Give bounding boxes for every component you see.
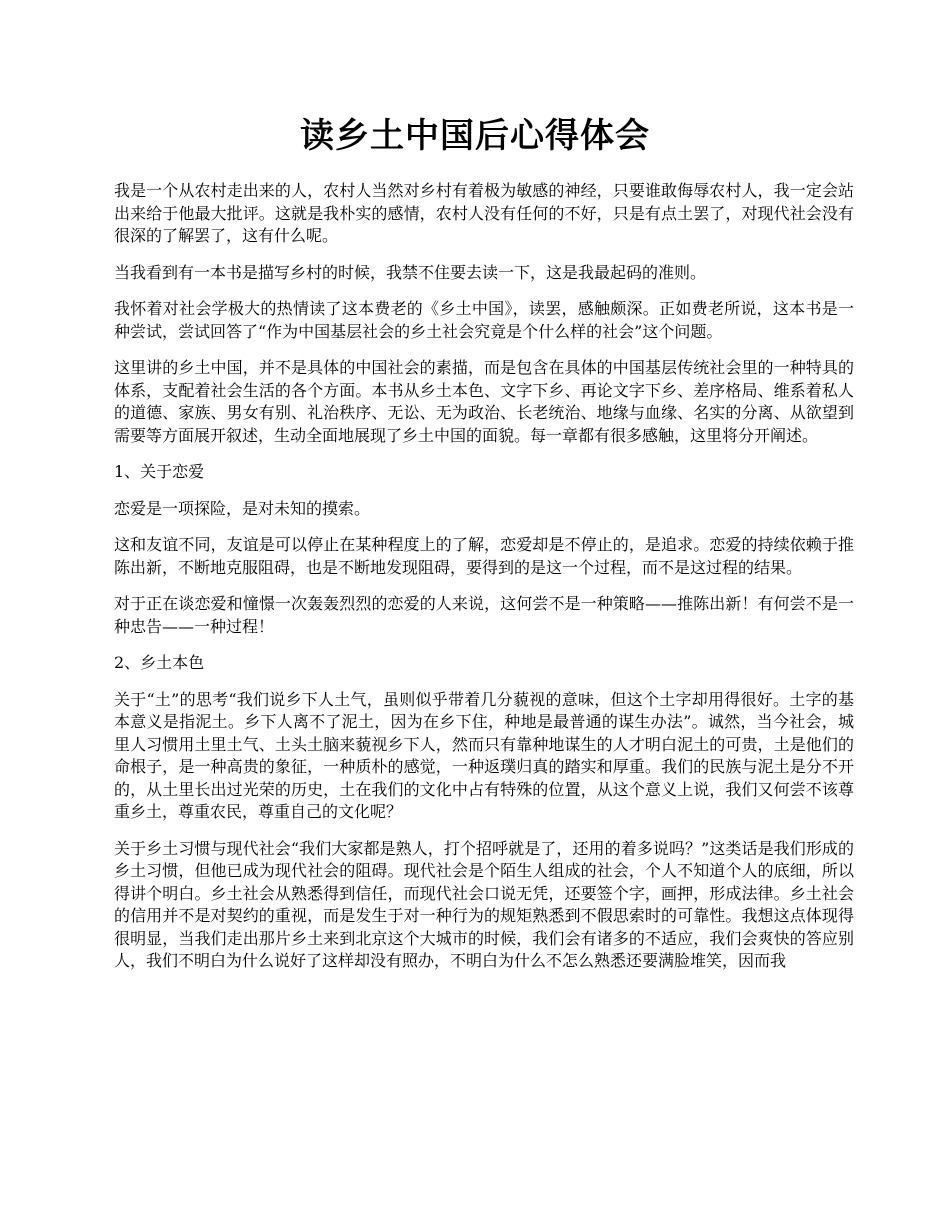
paragraph: 关于“土”的思考“我们说乡下人土气，虽则似乎带着几分藐视的意味，但这个土字却用得很好。土字的基本意义是指泥土。乡下人离不了泥土，因为在乡下住，种地是最普通的谋生办法”。诚然，当今社会，城里人习惯用土里土气、土头土脑来藐视乡下人，然而只有靠种地谋生的人才明白泥土的可贵，土是他们的命根子，是一种高贵的象征，一种质朴的感觉，一种返璞归真的踏实和厚重。我们的民族与泥土是分不开的，从土里长出过光荣的历史，土在我们的文化中占有特殊的位置，从这个意义上说，我们又何尝不该尊重乡土，尊重农民，尊重自己的文化呢？ xyxy=(114,689,854,821)
paragraph: 我怀着对社会学极大的热情读了这本费老的《乡土中国》，读罢，感触颇深。正如费老所说，这本书是一种尝试，尝试回答了“作为中国基层社会的乡土社会究竟是个什么样的社会”这个问题。 xyxy=(114,299,854,341)
paragraph: 这里讲的乡土中国，并不是具体的中国社会的素描，而是包含在具体的中国基层传统社会里的一种特具的体系，支配着社会生活的各个方面。本书从乡土本色、文字下乡、再论文字下乡、差序格局、维系着私人的道德、家族、男女有别、礼治秩序、无讼、无为政治、长老统治、地缘与血缘、名实的分离、从欲望到需要等方面展开叙述，生动全面地展现了乡土中国的面貌。每一章都有很多感触，这里将分开阐述。 xyxy=(114,358,854,445)
section-heading: 2、乡土本色 xyxy=(114,653,205,672)
paragraph: 我是一个从农村走出来的人，农村人当然对乡村有着极为敏感的神经，只要谁敢侮辱农村人，我一定会站出来给于他最大批评。这就是我朴实的感情，农村人没有任何的不好，只是有点土罢了，对现代社会没有很深的了解罢了，这有什么呢。 xyxy=(114,181,854,245)
paragraph: 这和友谊不同，友谊是可以停止在某种程度上的了解，恋爱却是不停止的，是追求。恋爱的持续依赖于推陈出新，不断地克服阻碍，也是不断地发现阻碍，要得到的是这一个过程，而不是这过程的结果。 xyxy=(114,535,854,577)
paragraph: 当我看到有一本书是描写乡村的时候，我禁不住要去读一下，这是我最起码的准则。 xyxy=(114,262,707,282)
document-title: 读乡土中国后心得体会 xyxy=(300,116,650,156)
section-heading: 1、关于恋爱 xyxy=(114,462,205,481)
paragraph: 对于正在谈恋爱和憧憬一次轰轰烈烈的恋爱的人来说，这何尝不是一种策略——推陈出新！有何尝不是一种忠告——一种过程！ xyxy=(114,594,854,636)
paragraph: 关于乡土习惯与现代社会“我们大家都是熟人，打个招呼就是了，还用的着多说吗？”这类话是我们形成的乡土习惯，但他已成为现代社会的阻碍。现代社会是个陌生人组成的社会，个人不知道个人的底细，所以得讲个明白。乡土社会从熟悉得到信任，而现代社会口说无凭，还要签个字，画押，形成法律。乡土社会的信用并不是对契约的重视，而是发生于对一种行为的规矩熟悉到不假思索时的可靠性。我想这点体现得很明显，当我们走出那片乡土来到北京这个大城市的时候，我们会有诸多的不适应，我们会爽快的答应别人，我们不明白为什么说好了这样却没有照办，不明白为什么不怎么熟悉还要满脸堆笑，因而我 xyxy=(114,838,854,970)
paragraph: 恋爱是一项探险，是对未知的摸索。 xyxy=(114,498,371,518)
document-body xyxy=(114,180,854,987)
